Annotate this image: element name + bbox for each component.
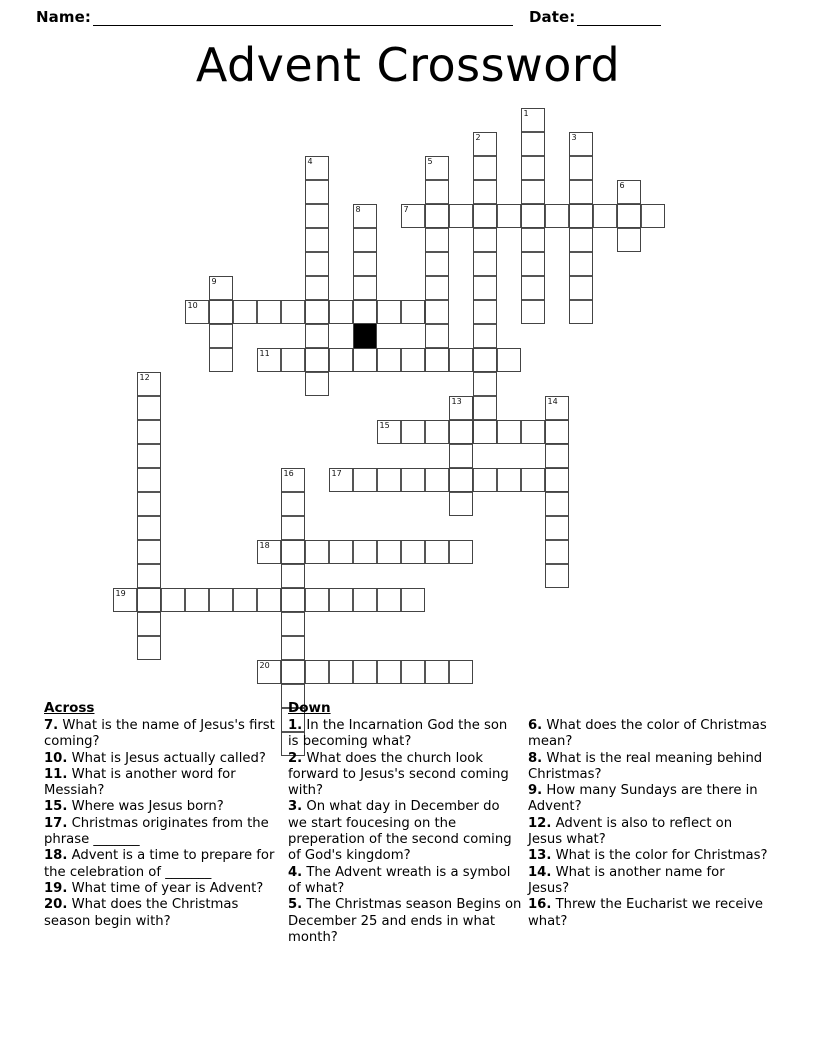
- grid-cell[interactable]: [497, 468, 521, 492]
- grid-cell[interactable]: [209, 588, 233, 612]
- grid-cell[interactable]: [449, 444, 473, 468]
- grid-cell[interactable]: [569, 228, 593, 252]
- grid-cell[interactable]: [233, 300, 257, 324]
- grid-cell[interactable]: [641, 204, 665, 228]
- clue-number: 14.: [528, 864, 552, 880]
- clue-text: The Christmas season Begins on December 25 and ends in what month?: [288, 897, 522, 945]
- grid-cell[interactable]: [401, 588, 425, 612]
- grid-cell[interactable]: [425, 660, 449, 684]
- grid-cell[interactable]: [305, 156, 329, 180]
- grid-cell[interactable]: [593, 204, 617, 228]
- grid-cell[interactable]: [377, 468, 401, 492]
- grid-cell[interactable]: [473, 228, 497, 252]
- clue-number-8: 8: [355, 205, 361, 214]
- grid-cell[interactable]: [497, 204, 521, 228]
- clue-text: How many Sundays are there in Advent?: [528, 783, 758, 815]
- grid-cell[interactable]: [305, 372, 329, 396]
- grid-cell[interactable]: [257, 588, 281, 612]
- grid-cell[interactable]: [473, 324, 497, 348]
- down-clue-6: [528, 718, 768, 751]
- grid-cell[interactable]: [185, 588, 209, 612]
- grid-cell[interactable]: [473, 420, 497, 444]
- grid-cell[interactable]: [137, 636, 161, 660]
- grid-cell[interactable]: [545, 468, 569, 492]
- grid-cell[interactable]: [569, 204, 593, 228]
- clue-number: 18.: [44, 848, 68, 864]
- clue-text: In the Incarnation God the son is becoming what?: [288, 718, 508, 750]
- clue-text: What does the Christmas season begin with?: [44, 897, 239, 929]
- grid-cell[interactable]: [137, 516, 161, 540]
- clue-number-9: 9: [211, 277, 217, 286]
- grid-cell[interactable]: [401, 660, 425, 684]
- clue-text: Advent is a time to prepare for the celebration of _______: [44, 848, 275, 880]
- grid-cell[interactable]: [401, 468, 425, 492]
- clue-number: 16.: [528, 897, 552, 913]
- grid-cell[interactable]: [473, 468, 497, 492]
- grid-cell[interactable]: [545, 204, 569, 228]
- grid-cell[interactable]: [425, 180, 449, 204]
- grid-cell[interactable]: [209, 276, 233, 300]
- across-heading: Across: [44, 700, 95, 716]
- grid-cell[interactable]: [425, 228, 449, 252]
- grid-cell[interactable]: [281, 348, 305, 372]
- grid-cell[interactable]: [473, 348, 497, 372]
- grid-cell[interactable]: [329, 660, 353, 684]
- clue-text: What is the color for Christmas?: [551, 848, 768, 864]
- down-clue-1: [288, 718, 522, 751]
- grid-cell[interactable]: [353, 204, 377, 228]
- grid-cell[interactable]: [113, 588, 137, 612]
- grid-cell[interactable]: [353, 300, 377, 324]
- grid-cell[interactable]: [281, 612, 305, 636]
- grid-cell[interactable]: [473, 156, 497, 180]
- grid-cell[interactable]: [305, 276, 329, 300]
- grid-cell[interactable]: [353, 588, 377, 612]
- grid-cell[interactable]: [137, 492, 161, 516]
- grid-cell[interactable]: [281, 516, 305, 540]
- grid-cell[interactable]: [425, 324, 449, 348]
- grid-cell[interactable]: [545, 540, 569, 564]
- grid-cell[interactable]: [473, 300, 497, 324]
- grid-cell[interactable]: [521, 108, 545, 132]
- page-title: Advent Crossword: [195, 38, 621, 92]
- grid-cell[interactable]: [353, 276, 377, 300]
- clue-number: 11.: [44, 766, 68, 782]
- clue-number: 5.: [288, 897, 303, 913]
- grid-cell[interactable]: [137, 588, 161, 612]
- grid-cell[interactable]: [329, 540, 353, 564]
- grid-cell[interactable]: [401, 540, 425, 564]
- across-clue-19: [44, 881, 282, 897]
- grid-cell[interactable]: [425, 204, 449, 228]
- grid-cell[interactable]: [257, 300, 281, 324]
- grid-cell[interactable]: [545, 420, 569, 444]
- clue-number-4: 4: [307, 157, 313, 166]
- grid-cell[interactable]: [305, 348, 329, 372]
- grid-cell[interactable]: [449, 468, 473, 492]
- clue-text: What does the church look forward to Jesus's second coming with?: [288, 750, 509, 799]
- grid-cell[interactable]: [281, 588, 305, 612]
- grid-cell[interactable]: [209, 300, 233, 324]
- grid-cell[interactable]: [137, 444, 161, 468]
- down-clue-3: [288, 799, 522, 864]
- grid-cell[interactable]: [209, 348, 233, 372]
- across-clue-17: [44, 816, 282, 849]
- grid-cell[interactable]: [353, 468, 377, 492]
- clue-number: 13.: [528, 848, 552, 864]
- clue-number: 1.: [288, 718, 303, 733]
- clue-text: On what day in December do we start foucesing on the preperation of the second coming of God's kingdom?: [288, 799, 512, 864]
- clue-number: 2.: [288, 750, 303, 766]
- clue-section: [44, 700, 784, 946]
- grid-cell[interactable]: [257, 348, 281, 372]
- grid-cell[interactable]: [281, 660, 305, 684]
- grid-cell[interactable]: [353, 228, 377, 252]
- date-label: Date:: [528, 8, 576, 26]
- grid-cell[interactable]: [425, 540, 449, 564]
- grid-cell[interactable]: [617, 228, 641, 252]
- clue-number: 4.: [288, 864, 303, 880]
- grid-cell[interactable]: [137, 540, 161, 564]
- clue-number: 7.: [44, 718, 59, 733]
- clue-text: Threw the Eucharist we receive what?: [528, 897, 764, 929]
- clue-number-12: 12: [139, 373, 150, 382]
- grid-cell[interactable]: [137, 468, 161, 492]
- grid-cell[interactable]: [425, 276, 449, 300]
- down-clue-14: [528, 865, 768, 898]
- down-clue-12: [528, 816, 768, 849]
- clue-number-3: 3: [571, 133, 577, 142]
- across-clue-7: [44, 718, 282, 751]
- clue-number-20: 20: [259, 661, 270, 670]
- clue-number-19: 19: [115, 589, 126, 598]
- grid-cell[interactable]: [305, 324, 329, 348]
- grid-cell[interactable]: [425, 156, 449, 180]
- clue-text: The Advent wreath is a symbol of what?: [288, 864, 511, 896]
- grid-cell[interactable]: [305, 588, 329, 612]
- grid-cell[interactable]: [569, 252, 593, 276]
- grid-cell[interactable]: [545, 564, 569, 588]
- grid-cell[interactable]: [569, 276, 593, 300]
- clue-text: What is Jesus actually called?: [67, 750, 266, 766]
- clue-text: What does the color of Christmas mean?: [528, 718, 767, 750]
- down-clue-9: [528, 783, 768, 816]
- grid-cell[interactable]: [161, 588, 185, 612]
- grid-cell[interactable]: [521, 468, 545, 492]
- grid-cell[interactable]: [377, 420, 401, 444]
- grid-cell[interactable]: [473, 252, 497, 276]
- grid-cell[interactable]: [377, 540, 401, 564]
- grid-cell[interactable]: [137, 564, 161, 588]
- clue-number-1: 1: [523, 109, 529, 118]
- grid-cell[interactable]: [473, 132, 497, 156]
- clue-text: What is the name of Jesus's first coming?: [44, 718, 275, 750]
- grid-cell[interactable]: [305, 252, 329, 276]
- clue-number-13: 13: [451, 397, 462, 406]
- grid-cell[interactable]: [377, 300, 401, 324]
- down-clue-column-1: [288, 700, 528, 946]
- grid-cell[interactable]: [257, 660, 281, 684]
- clue-number: 19.: [44, 880, 68, 896]
- clue-number-6: 6: [619, 181, 625, 190]
- clue-number: 20.: [44, 897, 68, 913]
- down-clue-column-2: [528, 700, 768, 946]
- clue-number-14: 14: [547, 397, 558, 406]
- grid-cell[interactable]: [497, 420, 521, 444]
- grid-cell[interactable]: [377, 588, 401, 612]
- clue-number-15: 15: [379, 421, 390, 430]
- clue-number-5: 5: [427, 157, 433, 166]
- across-clue-18: [44, 848, 282, 881]
- grid-cell[interactable]: [521, 156, 545, 180]
- grid-cell[interactable]: [425, 468, 449, 492]
- grid-cell[interactable]: [473, 180, 497, 204]
- grid-cell[interactable]: [545, 516, 569, 540]
- name-label: Name:: [36, 8, 91, 26]
- grid-cell[interactable]: [449, 420, 473, 444]
- clue-number-10: 10: [187, 301, 198, 310]
- grid-cell[interactable]: [281, 492, 305, 516]
- clue-number-7: 7: [403, 205, 409, 214]
- down-heading: Down: [288, 700, 331, 716]
- clue-number: 15.: [44, 799, 68, 815]
- grid-cell[interactable]: [137, 612, 161, 636]
- grid-cell[interactable]: [305, 300, 329, 324]
- grid-cell[interactable]: [305, 540, 329, 564]
- grid-cell[interactable]: [137, 372, 161, 396]
- clue-number: 10.: [44, 750, 68, 766]
- grid-cell[interactable]: [521, 276, 545, 300]
- grid-cell[interactable]: [137, 396, 161, 420]
- grid-cell[interactable]: [449, 660, 473, 684]
- grid-cell[interactable]: [401, 300, 425, 324]
- clue-text: What is the real meaning behind Christmas?: [528, 750, 763, 782]
- grid-cell[interactable]: [329, 348, 353, 372]
- grid-cell[interactable]: [425, 252, 449, 276]
- grid-cell[interactable]: [401, 204, 425, 228]
- down-clue-5: [288, 897, 522, 946]
- clue-number-17: 17: [331, 469, 342, 478]
- grid-cell[interactable]: [281, 300, 305, 324]
- grid-cell[interactable]: [329, 300, 353, 324]
- grid-cell[interactable]: [353, 540, 377, 564]
- grid-cell[interactable]: [449, 348, 473, 372]
- grid-cell[interactable]: [521, 204, 545, 228]
- grid-cell[interactable]: [569, 156, 593, 180]
- down-clue-13: [528, 848, 768, 864]
- grid-cell[interactable]: [257, 540, 281, 564]
- grid-cell[interactable]: [521, 180, 545, 204]
- grid-cell[interactable]: [569, 132, 593, 156]
- across-clue-list: [44, 718, 282, 930]
- grid-cell[interactable]: [377, 660, 401, 684]
- grid-cell[interactable]: [521, 300, 545, 324]
- clue-text: What is another name for Jesus?: [528, 864, 725, 896]
- down-clue-8: [528, 751, 768, 784]
- grid-cell[interactable]: [449, 540, 473, 564]
- grid-cell[interactable]: [233, 588, 257, 612]
- clue-number: 6.: [528, 718, 543, 733]
- grid-cell[interactable]: [305, 228, 329, 252]
- grid-cell[interactable]: [521, 228, 545, 252]
- clue-text: What is another word for Messiah?: [44, 766, 236, 799]
- down-clue-16: [528, 897, 768, 930]
- clue-number: 12.: [528, 815, 552, 831]
- grid-cell[interactable]: [329, 588, 353, 612]
- grid-cell[interactable]: [377, 348, 401, 372]
- clue-number: 3.: [288, 799, 303, 815]
- clue-number-11: 11: [259, 349, 270, 358]
- grid-cell[interactable]: [401, 348, 425, 372]
- grid-cell[interactable]: [449, 492, 473, 516]
- across-clue-10: [44, 751, 282, 767]
- grid-cell[interactable]: [425, 348, 449, 372]
- clue-text: What time of year is Advent?: [67, 880, 264, 896]
- grid-cell[interactable]: [617, 204, 641, 228]
- across-clue-20: [44, 897, 282, 930]
- grid-cell[interactable]: [473, 276, 497, 300]
- grid-cell[interactable]: [281, 564, 305, 588]
- clue-text: Where was Jesus born?: [67, 799, 224, 815]
- clue-number-16: 16: [283, 469, 294, 478]
- clue-text: Advent is also to reflect on Jesus what?: [528, 815, 733, 848]
- down-clue-4: [288, 865, 522, 898]
- grid-cell[interactable]: [449, 396, 473, 420]
- grid-cell[interactable]: [497, 348, 521, 372]
- grid-cell[interactable]: [353, 252, 377, 276]
- grid-cell[interactable]: [617, 180, 641, 204]
- clue-number: 9.: [528, 783, 543, 799]
- across-clue-11: [44, 767, 282, 800]
- grid-cell[interactable]: [545, 444, 569, 468]
- grid-cell[interactable]: [569, 180, 593, 204]
- grid-block-cell: [353, 324, 377, 348]
- grid-cell[interactable]: [545, 492, 569, 516]
- grid-cell[interactable]: [473, 204, 497, 228]
- grid-cell[interactable]: [305, 204, 329, 228]
- down-clue-2: [288, 751, 522, 800]
- across-clue-15: [44, 799, 282, 815]
- grid-cell[interactable]: [353, 660, 377, 684]
- grid-cell[interactable]: [473, 372, 497, 396]
- grid-cell[interactable]: [353, 348, 377, 372]
- grid-cell[interactable]: [545, 396, 569, 420]
- clue-number: 17.: [44, 815, 68, 831]
- grid-cell[interactable]: [137, 420, 161, 444]
- grid-cell[interactable]: [185, 300, 209, 324]
- grid-cell[interactable]: [425, 420, 449, 444]
- grid-cell[interactable]: [521, 420, 545, 444]
- grid-cell[interactable]: [281, 636, 305, 660]
- clue-number-18: 18: [259, 541, 270, 550]
- grid-cell[interactable]: [425, 300, 449, 324]
- down-clue-list-1: [288, 718, 522, 946]
- grid-cell[interactable]: [449, 204, 473, 228]
- clue-text: Christmas originates from the phrase _______: [44, 815, 269, 848]
- clue-number: 8.: [528, 750, 543, 766]
- grid-cell[interactable]: [569, 300, 593, 324]
- grid-cell[interactable]: [209, 324, 233, 348]
- grid-cell[interactable]: [281, 468, 305, 492]
- clue-number-2: 2: [475, 133, 481, 142]
- grid-cell[interactable]: [305, 180, 329, 204]
- grid-cell[interactable]: [521, 132, 545, 156]
- grid-cell[interactable]: [281, 540, 305, 564]
- across-clue-column: [44, 700, 288, 946]
- grid-cell[interactable]: [329, 468, 353, 492]
- grid-cell[interactable]: [473, 396, 497, 420]
- grid-cell[interactable]: [401, 420, 425, 444]
- grid-cell[interactable]: [305, 660, 329, 684]
- grid-cell[interactable]: [521, 252, 545, 276]
- down-clue-list-2: [528, 718, 768, 930]
